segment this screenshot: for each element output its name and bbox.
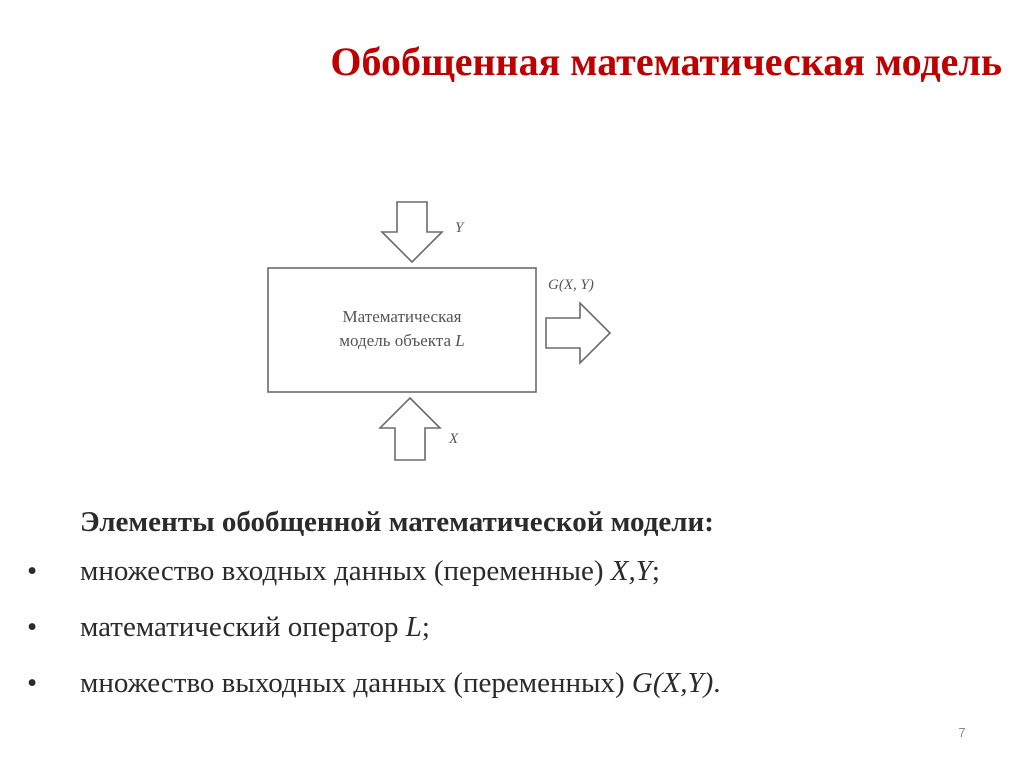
item-description: множество входных данных (переменные) (80, 555, 611, 587)
item-variables: X,Y (610, 555, 652, 587)
bullet-icon: • (27, 667, 38, 699)
bullet-icon: • (27, 555, 38, 587)
item-variables: L (405, 611, 422, 643)
slide-title: Обобщенная математическая модель (330, 39, 1002, 84)
list-item-text (80, 555, 660, 588)
item-suffix: . (713, 667, 721, 699)
item-description: математический оператор (80, 611, 406, 643)
list-item-text (80, 667, 721, 700)
box-operator: L (455, 331, 465, 350)
output-arrow (546, 303, 610, 363)
box-label-text: модель объекта (339, 331, 452, 350)
item-variables: G(X,Y) (631, 667, 714, 699)
input-arrow-top (382, 202, 442, 262)
model-box (268, 268, 536, 392)
page-number: 7 (958, 725, 966, 740)
item-description: множество выходных данных (переменных) (80, 667, 632, 699)
bullet-icon: • (27, 611, 38, 643)
output-label: G(X, Y) (548, 277, 594, 293)
input-arrow-bottom (380, 398, 440, 460)
list-item-text (80, 611, 430, 644)
box-label-line2 (339, 331, 464, 350)
box-label-line1: Математическая (342, 307, 462, 326)
input-label-top: Y (455, 220, 464, 236)
input-label-bottom: X (449, 431, 459, 447)
item-suffix: ; (651, 555, 660, 587)
item-suffix: ; (421, 611, 430, 643)
elements-heading: Элементы обобщенной математической модели: (80, 506, 714, 538)
